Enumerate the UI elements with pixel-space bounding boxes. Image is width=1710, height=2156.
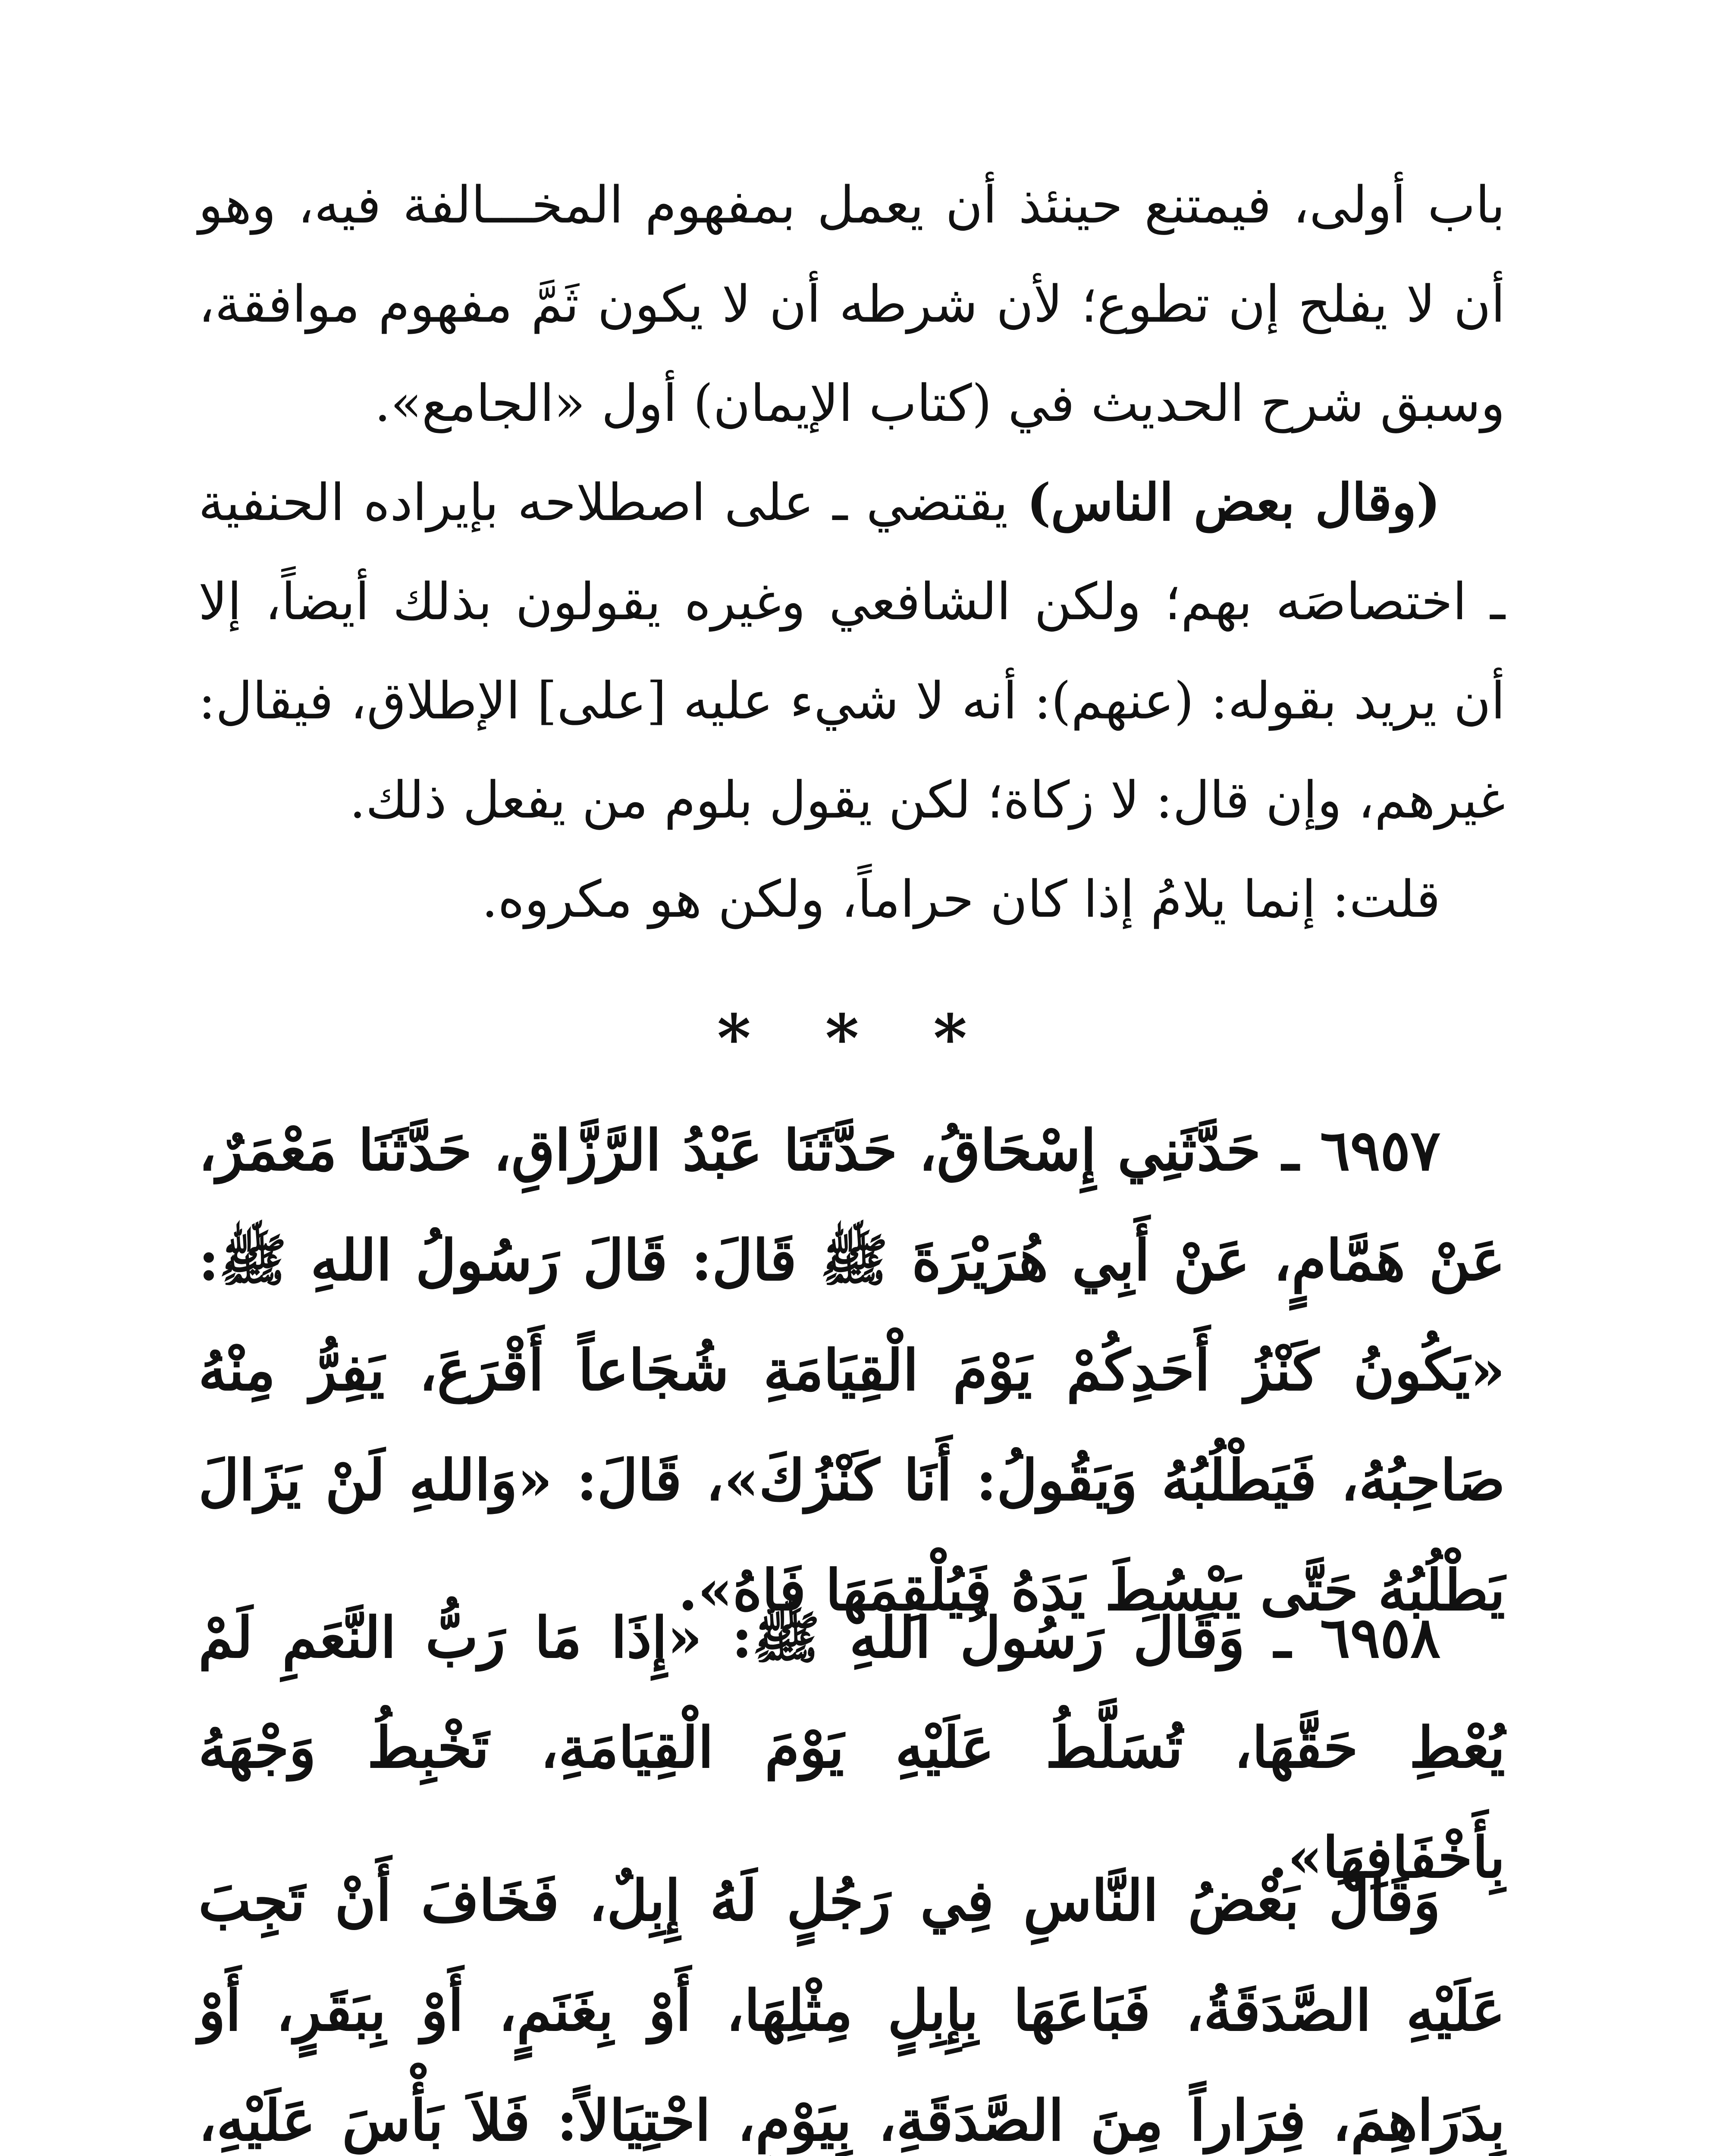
hadith-6957 bbox=[198, 1095, 1505, 1645]
commentary-paragraph: باب أولى، فيمتنع حينئذ أن يعمل بمفهوم المخـــالفة فيه، وهو أن لا يفلح إن تطوع؛ لأن شرطه أن لا يكون ثَمَّ مفهوم موافقة، وسبق شرح الحديث في (كتاب الإيمان) أول «الجامع». bbox=[198, 175, 1505, 433]
commentary-section bbox=[198, 155, 1505, 949]
hadith-text: ٦٩٥٧ ـ حَدَّثَنِي إِسْحَاقُ، حَدَّثَنَا عَبْدُ الرَّزَّاقِ، حَدَّثَنَا مَعْمَرٌ، عَنْ هَمَّامٍ، عَنْ أَبِي هُرَيْرَةَ ﷺ قَالَ: قَالَ رَسُولُ اللهِ ﷺ: «يَكُونُ كَنْزُ أَحَدِكُمْ يَوْمَ الْقِيَامَةِ شُجَاعاً أَقْرَعَ، يَفِرُّ مِنْهُ صَاحِبُهُ، فَيَطْلُبُهُ وَيَقُولُ: أَنَا كَنْزُكَ»، قَالَ: «وَاللهِ لَنْ يَزَالَ يَطْلُبُهُ حَتَّى يَبْسُطَ يَدَهُ فَيُلْقِمَهَا فَاهُ». bbox=[198, 1117, 1505, 1623]
hadith-text: ٦٩٥٨ ـ وَقَالَ رَسُولُ اللهِ ﷺ: «إِذَا مَا رَبُّ النَّعَمِ لَمْ يُعْطِ حَقَّهَا، تُسَلَّطُ عَلَيْهِ يَوْمَ الْقِيَامَةِ، تَخْبِطُ وَجْهَهُ بِأَخْفَافِهَا». bbox=[198, 1604, 1505, 1890]
commentary-paragraph bbox=[198, 453, 1505, 849]
section-separator: * * * bbox=[717, 1000, 993, 1076]
commentary-text: يقتضي ـ على اصطلاحه بإيراده الحنفية ـ اختصاصَه بهم؛ ولكن الشافعي وغيره يقولون بذلك أيضاً، إلا أن يريد بقوله: (عنهم): أنه لا شيء عليه [على] الإطلاق، فيقال: غيرهم، وإن قال: لا زكاة؛ لكن يقول بلوم من يفعل ذلك. bbox=[198, 473, 1505, 830]
commentary-paragraph: قلت: إنما يلامُ إذا كان حراماً، ولكن هو مكروه. bbox=[481, 869, 1440, 929]
hadith-text: وَقَالَ بَعْضُ النَّاسِ فِي رَجُلٍ لَهُ إِبِلٌ، فَخَافَ أَنْ تَجِبَ عَلَيْهِ الصَّدَقَةُ، فَبَاعَهَا بِإِبِلٍ مِثْلِهَا، أَوْ بِغَنَمٍ، أَوْ بِبَقَرٍ، أَوْ بِدَرَاهِمَ، فِرَاراً مِنَ الصَّدَقَةِ، بِيَوْمٍ، احْتِيَالاً: فَلاَ بَأْسَ عَلَيْهِ، bbox=[198, 1868, 1505, 2153]
hadith-continuation bbox=[198, 1846, 1505, 2156]
quoted-phrase: (وقال بعض الناس) bbox=[1026, 472, 1441, 532]
